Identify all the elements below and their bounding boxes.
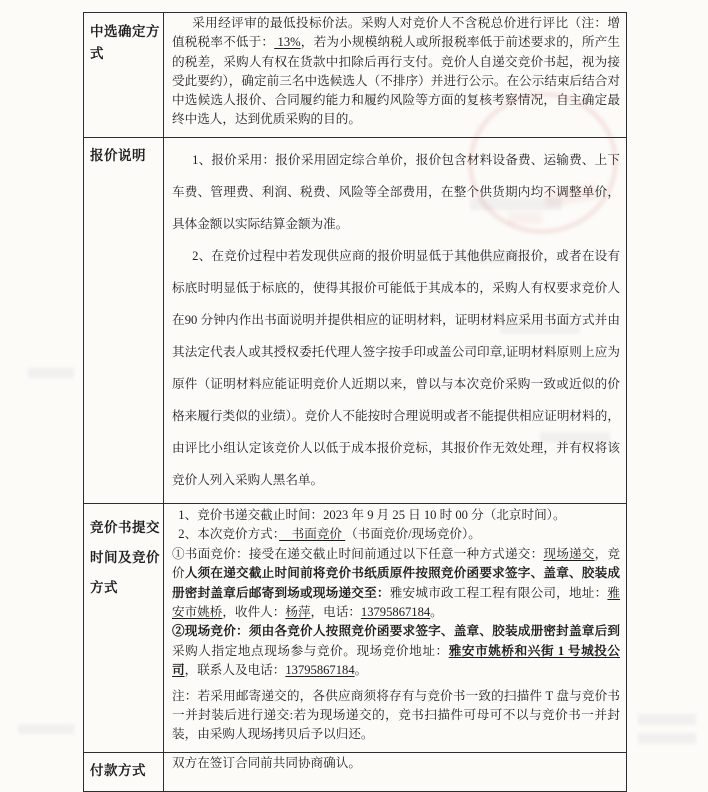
row-content-cell — [164, 753, 627, 792]
text-segment: 人须在递交截止时间前将竞价书纸质原件按照竞价函要求签字、盖章、胶装成册密封盖章后邮寄到场或现场递交至： — [172, 566, 621, 600]
ink-bleed-artifact — [638, 714, 696, 725]
underlined-text-segment: 现场递交 — [543, 546, 595, 561]
text-segment: 注：若采用邮寄递交的，各供应商须将存有与竞价书一致的扫描件 T 盘与竞价书一并封装后进行递交:若为现场递交的，竞书扫描件可母可不以与竞价书一并封装，由采购人现场拷贝后予以归还。 — [172, 688, 620, 742]
row-header-text: 时间及竞价 — [90, 550, 160, 565]
note-paragraph — [172, 687, 620, 745]
underlined-text-segment: 雅安市姚桥和兴街 1 号城投公司 — [172, 643, 621, 678]
text-segment: ，竞价 — [172, 546, 621, 581]
text-segment: 。 — [430, 605, 443, 620]
row-header-text: 付款方式 — [90, 763, 146, 778]
table-row — [84, 753, 627, 792]
paragraph — [172, 755, 620, 771]
paragraph — [172, 525, 620, 544]
underlined-text-segment: 杨萍 — [285, 605, 311, 620]
paragraph — [172, 240, 620, 496]
underlined-text-segment: 13% — [274, 35, 301, 50]
table-row — [84, 138, 627, 504]
row-header-cell — [84, 504, 164, 753]
paragraph — [172, 545, 620, 623]
bidding-terms-table-body — [84, 13, 627, 792]
paragraph — [172, 14, 620, 130]
paragraph — [172, 622, 620, 680]
text-segment: 。 — [354, 663, 368, 678]
text-segment: ，联系人及电话： — [184, 663, 286, 678]
row-content-cell — [164, 504, 627, 753]
text-segment: ②现场竞价：须由各竞价人按照竞价函要求签字、盖章、胶装成册密封盖章后到 — [172, 624, 620, 639]
text-segment: （书面竞价/现场竞价）。 — [345, 527, 481, 542]
row-header-cell — [84, 138, 164, 504]
text-segment: ，电话： — [310, 605, 361, 620]
underlined-text-segment: 书面竞价 — [279, 527, 346, 542]
text-segment: 1、报价采用：报价采用固定综合单价，报价包含材料设备费、运输费、上下车费、管理费、利润、税费、风险等全部费用，在整个供货期内均不调整单价，具体金额以实际结算金额为准。 — [172, 153, 620, 231]
underlined-text-segment: 雅安市姚桥 — [172, 585, 621, 620]
text-segment: 2、本次竞价方式： — [178, 527, 280, 542]
table-row — [84, 13, 627, 138]
ink-bleed-artifact — [18, 724, 74, 734]
paragraph — [172, 144, 620, 240]
text-segment: 2、在竞价过程中若发现供应商的报价明显低于其他供应商报价，或者在设有标底时明显低于标底的，使得其报价可能低于其成本的，采购人有权要求竞价人在90 分钟内作出书面说明并提供相应的证明材料，证明材料应采用书面方式并由其法定代表人或其授权委托代理人签字按手印或盖公司印章,证明材料原则上应为原件（证明材料应能证明竞价人近期以来，曾以与本次竞价采购一致或近似的价格来履行类似的业绩）。竞价人不能按时合理说明或者不能提供相应证明材料的，由评比小组认定该竞价人以低于成本报价竞标，其报价作无效处理，并有权将该竞价人列入采购人黑名单。 — [172, 249, 620, 487]
row-header-text: 报价说明 — [90, 148, 146, 163]
text-segment: ，收件人： — [222, 605, 286, 620]
row-content-cell — [164, 138, 627, 504]
text-segment: ①书面竞价：接受在递交截止时间前通过以下任意一种方式递交： — [172, 546, 544, 561]
table-row — [84, 504, 627, 753]
underlined-text-segment: 13795867184 — [285, 663, 355, 678]
row-header-cell — [84, 753, 164, 792]
row-header-cell — [84, 13, 164, 138]
row-header-text: 中选确定方 — [90, 24, 160, 39]
text-segment: 采用经评审的最低投标价法。采购人对竞价人不含税总价进行评比（注：增值税税率不低于： — [172, 16, 620, 50]
ink-bleed-artifact — [638, 733, 696, 744]
text-segment: 雅安城市政工程工程有限公司，地址： — [389, 585, 608, 600]
underlined-text-segment: 13795867184 — [360, 605, 431, 620]
bidding-terms-table — [83, 12, 627, 792]
ink-bleed-artifact — [28, 368, 74, 378]
text-segment: ，若为小规模纳税人或所报税率低于前述要求的，所产生的税差，采购人有权在货款中扣除后再行支付。竞价人自递交竞价书起，视为接受此要约），确定前三名中选候选人（不排序）并进行公示。在公示结束后结合对中选候选人报价、合同履约能力和履约风险等方面的复核考察情况，自主确定最终中选人，达到优质采购的目的。 — [172, 35, 621, 127]
row-header-text: 方式 — [90, 580, 118, 595]
row-header-text: 式 — [90, 46, 104, 61]
text-segment: 1、竞价书递交截止时间：2023 年 9 月 25 日 10 时 00 分（北京时间）。 — [178, 508, 566, 522]
text-segment: 采购人指定地点现场参与竞价。现场竞价地址： — [172, 643, 449, 658]
text-segment: 双方在签订合同前共同协商确认。 — [172, 756, 361, 770]
row-header-text: 竞价书提交 — [90, 520, 160, 535]
paragraph — [172, 506, 620, 525]
row-content-cell — [164, 13, 627, 138]
